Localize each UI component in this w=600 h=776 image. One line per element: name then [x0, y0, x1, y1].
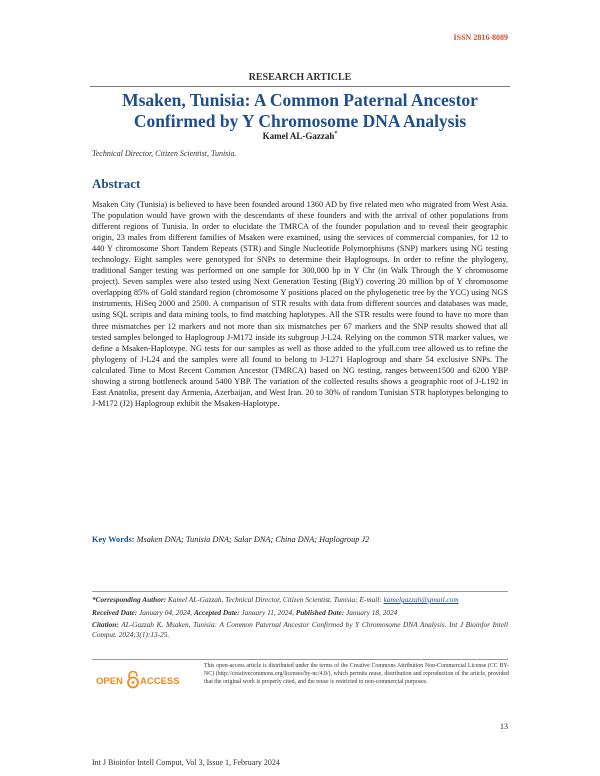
- corr-label: *Corresponding Author:: [92, 595, 167, 604]
- author-email-link[interactable]: kamelgazzah@gmail.com: [383, 595, 459, 604]
- journal-footer: Int J Bioinfor Intell Comput, Vol 3, Issue 1, February 2024: [92, 758, 280, 767]
- page-number: 13: [500, 722, 508, 731]
- title-line-2: Confirmed by Y Chromosome DNA Analysis: [133, 111, 467, 131]
- open-access-right-text: ACCESS: [140, 676, 180, 687]
- affiliation: Technical Director, Citizen Scientist, Tunisia.: [92, 149, 237, 158]
- abstract-body: Msaken City (Tunisia) is believed to have been founded around 1360 AD by five related men who migrated from West Asia. The population would have grown with the descendants of these founders and with the arrival of other populations from different regions of Tunisia. In order to elucidate the TMRCA of the founder population and to reveal their geographic origin, 23 males from different families of Msaken were examined, using the services of commercial companies, for 12 to 440 Y chromosome Short Tandem Repeats (STR) and Single Nucleotide Polymorphisms (SNP) markers using NG testing technology. Eight samples were genotyped for SNPs to determine their Haplogroups. In order to refine the phylogeny, traditional Sanger testing was performed on one sample for 300,000 bp in Y Chr (in Walk Through the Y chromosome project). Seven samples were also tested using Next Generation Testing (BigY) covering 20 million bp of Y chromosome overlapping 85% of Gold standard region (chromosome Y positions placed on the phylogenetic tree by the YCC) using NGS instruments, HiSeq 2000 and 2500. A comparison of STR results with data from different sources and databases was made, using SQL scripts and data mining tools, to find matching haplotypes. All the STR results were found to have no more than three mismatches per 12 markers and not more than six mismatches per 67 markers and the SNP results showed that all tested samples belonged to Haplogroup J-M172 inside its subgroup J-L24. Relying on the common STR marker values, we define a Msaken-Haplotype. NG tests for our samples as well as those added to the yfull.com tree allowed us to refine the phylogeny of J-L24 and the samples were all found to belong to J-L271 Haplogroup and share 54 exclusive SNPs. The calculated Time to Most Recent Common Ancestor (TMRCA) based on NG testing, ranges between1500 and 6200 YBP showing a strong bottleneck around 5400 YBP. The variation of the collected results shows a geographic root of J-L192 in East Anatolia, present day Armenia, Azerbaijan, and West Iran. 20 to 30% of random Tunisian STR haplotypes belonging to J-M172 (J2) Haplogroup exhibit the Msaken-Haplotype.: [92, 200, 508, 408]
- published-date: January 18, 2024: [344, 607, 398, 617]
- keywords-values: Msaken DNA; Tunisia DNA; Salar DNA; China DNA; Haplogroup J2: [136, 535, 370, 544]
- published-label: Published Date:: [295, 607, 345, 617]
- footnote-divider: [92, 591, 508, 592]
- citation-text: AL-Gazzah K. Msaken, Tunisia: A Common Paternal Ancestor Confirmed by Y Chromosome DNA Analysis. Int J Bioinfor Intell Comput. 2024;3(1):13-25.: [92, 620, 508, 639]
- open-access-logo: [96, 671, 180, 689]
- license-text: This open-access article is distributed under the terms of the Creative Commons Attribution Non-Commercial License (CC BY-NC) (http://creativecommons.org/licenses/by-nc/4.0/), which permits reuse, distribution and reproduction of the article, provided that the original work is properly cited, and the reuse is restricted to non-commercial purposes.: [204, 663, 509, 685]
- keywords-line: [92, 535, 512, 544]
- title-line-1: Msaken, Tunisia: A Common Paternal Ancestor: [122, 90, 478, 110]
- citation-label: Citation:: [92, 620, 119, 630]
- author-name: Kamel AL-Gazzah: [262, 131, 335, 141]
- article-title: [90, 90, 510, 132]
- padlock-icon: [128, 672, 138, 688]
- received-label: Received Date:: [92, 607, 138, 617]
- abstract-heading: Abstract: [92, 176, 141, 191]
- license-divider: [92, 659, 508, 660]
- accepted-date: January 11, 2024,: [239, 607, 296, 617]
- corr-text: Kamel AL-Gazzah, Technical Director, Citizen Scientist, Tunisia; E-mail:: [166, 595, 384, 604]
- dates-line: [92, 608, 508, 618]
- issn-label: ISSN 2816-8089: [453, 33, 508, 42]
- keywords-label: Key Words:: [92, 535, 135, 544]
- author-line: [0, 131, 600, 141]
- article-type: RESEARCH ARTICLE: [248, 72, 352, 83]
- top-rule: [90, 86, 510, 87]
- corresponding-author: [92, 595, 508, 605]
- open-access-left-text: OPEN: [96, 676, 123, 687]
- citation-line: [92, 620, 508, 639]
- author-mark: *: [334, 131, 338, 137]
- accepted-label: Accepted Date:: [193, 607, 240, 617]
- received-date: January 04, 2024,: [137, 607, 194, 617]
- footnotes: [92, 595, 508, 639]
